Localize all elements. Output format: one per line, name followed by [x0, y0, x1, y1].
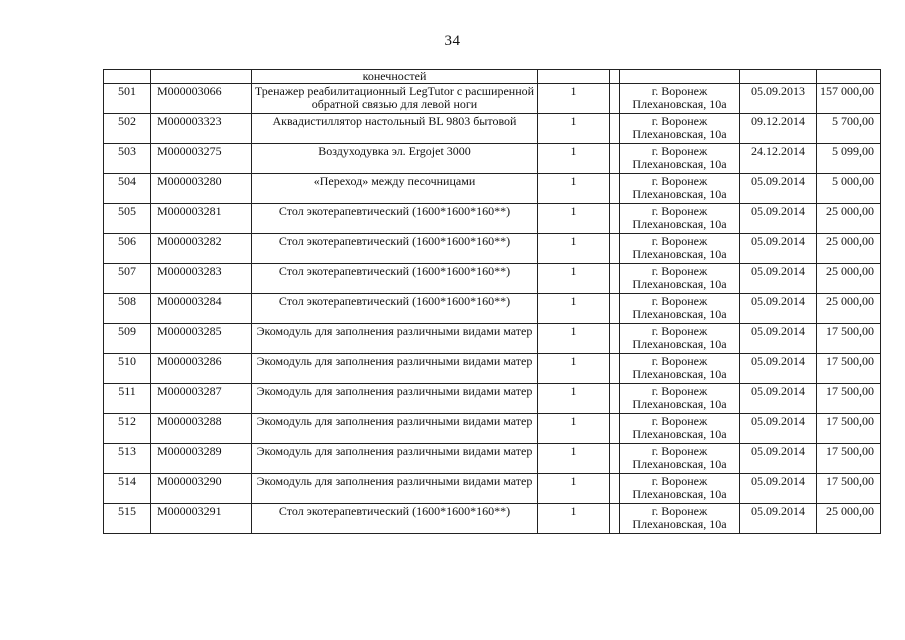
- cell-sum: 25 000,00: [817, 504, 881, 534]
- cell-date: 05.09.2014: [740, 414, 817, 444]
- cell-num: 501: [104, 84, 151, 114]
- cell-qty: 1: [538, 84, 610, 114]
- table-row: [104, 444, 881, 474]
- cell-code: М000003290: [151, 474, 252, 504]
- location-city: г. Воронеж: [651, 354, 708, 368]
- table-row: [104, 144, 881, 174]
- cell-blank: [610, 294, 620, 324]
- cell-sum: 17 500,00: [817, 384, 881, 414]
- location-city: г. Воронеж: [651, 474, 708, 488]
- location-city: г. Воронеж: [651, 444, 708, 458]
- location-city: г. Воронеж: [651, 504, 708, 518]
- cell-sum: 17 500,00: [817, 414, 881, 444]
- cell-qty: [538, 70, 610, 84]
- inventory-table: [103, 69, 881, 534]
- cell-num: 514: [104, 474, 151, 504]
- table-row: [104, 504, 881, 534]
- cell-qty: 1: [538, 324, 610, 354]
- cell-name: Аквадистиллятор настольный BL 9803 бытовой: [252, 114, 538, 144]
- cell-num: 507: [104, 264, 151, 294]
- cell-qty: 1: [538, 294, 610, 324]
- cell-num: 505: [104, 204, 151, 234]
- location-address: Плехановская, 10а: [632, 217, 727, 231]
- cell-date: 05.09.2014: [740, 264, 817, 294]
- cell-sum: 25 000,00: [817, 234, 881, 264]
- location-city: г. Воронеж: [651, 144, 708, 158]
- cell-location: [620, 144, 740, 174]
- cell-qty: 1: [538, 114, 610, 144]
- cell-name: Экомодуль для заполнения различными видами матер: [252, 444, 538, 474]
- cell-num: 509: [104, 324, 151, 354]
- cell-date: 05.09.2014: [740, 294, 817, 324]
- location-address: Плехановская, 10а: [632, 487, 727, 501]
- cell-num: 512: [104, 414, 151, 444]
- location-address: Плехановская, 10а: [632, 277, 727, 291]
- cell-qty: 1: [538, 264, 610, 294]
- cell-qty: 1: [538, 384, 610, 414]
- table-row: [104, 204, 881, 234]
- cell-qty: 1: [538, 474, 610, 504]
- cell-code: М000003281: [151, 204, 252, 234]
- table-row: [104, 234, 881, 264]
- cell-code: М000003283: [151, 264, 252, 294]
- cell-num: 508: [104, 294, 151, 324]
- cell-num: 515: [104, 504, 151, 534]
- cell-location: [620, 324, 740, 354]
- cell-code: М000003275: [151, 144, 252, 174]
- location-address: Плехановская, 10а: [632, 427, 727, 441]
- table-row: [104, 294, 881, 324]
- location-address: Плехановская, 10а: [632, 457, 727, 471]
- cell-num: [104, 70, 151, 84]
- cell-date: 05.09.2013: [740, 84, 817, 114]
- cell-blank: [610, 114, 620, 144]
- cell-blank: [610, 384, 620, 414]
- cell-num: 506: [104, 234, 151, 264]
- cell-name: «Переход» между песочницами: [252, 174, 538, 204]
- cell-num: 513: [104, 444, 151, 474]
- location-address: Плехановская, 10а: [632, 247, 727, 261]
- cell-location: [620, 294, 740, 324]
- cell-name: Тренажер реабилитационный LegTutor с расширенной обратной связью для левой ноги: [252, 84, 538, 114]
- cell-date: 05.09.2014: [740, 204, 817, 234]
- table-row: [104, 474, 881, 504]
- cell-name: конечностей: [252, 70, 538, 84]
- cell-name: Стол экотерапевтический (1600*1600*160**): [252, 234, 538, 264]
- cell-name: Стол экотерапевтический (1600*1600*160**): [252, 264, 538, 294]
- cell-location: [620, 384, 740, 414]
- cell-name: Экомодуль для заполнения различными видами матер: [252, 384, 538, 414]
- cell-date: 24.12.2014: [740, 144, 817, 174]
- location-address: Плехановская, 10а: [632, 127, 727, 141]
- location-address: Плехановская, 10а: [632, 157, 727, 171]
- cell-name: Стол экотерапевтический (1600*1600*160**): [252, 504, 538, 534]
- location-city: г. Воронеж: [651, 114, 708, 128]
- location-city: г. Воронеж: [651, 264, 708, 278]
- table-row: [104, 324, 881, 354]
- cell-name: Стол экотерапевтический (1600*1600*160**): [252, 294, 538, 324]
- location-city: г. Воронеж: [651, 204, 708, 218]
- cell-location: [620, 204, 740, 234]
- table-row: [104, 84, 881, 114]
- cell-location: [620, 174, 740, 204]
- cell-name: Экомодуль для заполнения различными видами матер: [252, 354, 538, 384]
- cell-name: Стол экотерапевтический (1600*1600*160**): [252, 204, 538, 234]
- cell-qty: 1: [538, 504, 610, 534]
- location-city: г. Воронеж: [651, 234, 708, 248]
- cell-date: 05.09.2014: [740, 174, 817, 204]
- cell-qty: 1: [538, 144, 610, 174]
- cell-blank: [610, 354, 620, 384]
- cell-date: 05.09.2014: [740, 324, 817, 354]
- cell-sum: 5 700,00: [817, 114, 881, 144]
- location-city: г. Воронеж: [651, 384, 708, 398]
- cell-code: М000003285: [151, 324, 252, 354]
- cell-num: 503: [104, 144, 151, 174]
- cell-sum: 157 000,00: [817, 84, 881, 114]
- location-address: Плехановская, 10а: [632, 367, 727, 381]
- cell-sum: 25 000,00: [817, 204, 881, 234]
- location-city: г. Воронеж: [651, 174, 708, 188]
- table-row: [104, 174, 881, 204]
- table-row: [104, 264, 881, 294]
- location-address: Плехановская, 10а: [632, 397, 727, 411]
- cell-code: М000003284: [151, 294, 252, 324]
- cell-blank: [610, 474, 620, 504]
- cell-date: 05.09.2014: [740, 234, 817, 264]
- cell-date: 05.09.2014: [740, 474, 817, 504]
- location-address: Плехановская, 10а: [632, 307, 727, 321]
- cell-blank: [610, 504, 620, 534]
- cell-sum: 25 000,00: [817, 264, 881, 294]
- cell-location: [620, 264, 740, 294]
- cell-location: [620, 354, 740, 384]
- cell-sum: 17 500,00: [817, 444, 881, 474]
- cell-code: М000003286: [151, 354, 252, 384]
- cell-qty: 1: [538, 174, 610, 204]
- table-row: [104, 414, 881, 444]
- cell-blank: [610, 444, 620, 474]
- cell-location: [620, 504, 740, 534]
- cell-date: 05.09.2014: [740, 504, 817, 534]
- cell-sum: 17 500,00: [817, 324, 881, 354]
- cell-blank: [610, 264, 620, 294]
- cell-location: [620, 84, 740, 114]
- cell-blank: [610, 174, 620, 204]
- cell-qty: 1: [538, 444, 610, 474]
- location-city: г. Воронеж: [651, 294, 708, 308]
- location-address: Плехановская, 10а: [632, 517, 727, 531]
- cell-name: Экомодуль для заполнения различными видами матер: [252, 474, 538, 504]
- cell-name: Экомодуль для заполнения различными видами матер: [252, 324, 538, 354]
- cell-sum: 5 000,00: [817, 174, 881, 204]
- cell-date: [740, 70, 817, 84]
- cell-blank: [610, 84, 620, 114]
- table-row: [104, 354, 881, 384]
- cell-date: 05.09.2014: [740, 354, 817, 384]
- cell-blank: [610, 414, 620, 444]
- location-address: Плехановская, 10а: [632, 337, 727, 351]
- continuation-row: [104, 70, 881, 84]
- cell-code: М000003323: [151, 114, 252, 144]
- cell-blank: [610, 204, 620, 234]
- cell-location: [620, 70, 740, 84]
- cell-code: М000003291: [151, 504, 252, 534]
- location-address: Плехановская, 10а: [632, 97, 727, 111]
- cell-name: Экомодуль для заполнения различными видами матер: [252, 414, 538, 444]
- cell-num: 504: [104, 174, 151, 204]
- cell-code: М000003287: [151, 384, 252, 414]
- cell-date: 05.09.2014: [740, 444, 817, 474]
- location-city: г. Воронеж: [651, 414, 708, 428]
- cell-location: [620, 114, 740, 144]
- cell-blank: [610, 324, 620, 354]
- cell-qty: 1: [538, 414, 610, 444]
- cell-qty: 1: [538, 234, 610, 264]
- cell-num: 511: [104, 384, 151, 414]
- cell-name: Воздуходувка эл. Ergojet 3000: [252, 144, 538, 174]
- page-number: 34: [444, 33, 461, 49]
- cell-code: М000003282: [151, 234, 252, 264]
- location-city: г. Воронеж: [651, 324, 708, 338]
- cell-code: М000003289: [151, 444, 252, 474]
- cell-location: [620, 234, 740, 264]
- cell-sum: 17 500,00: [817, 354, 881, 384]
- cell-blank: [610, 144, 620, 174]
- location-address: Плехановская, 10а: [632, 187, 727, 201]
- cell-qty: 1: [538, 204, 610, 234]
- cell-qty: 1: [538, 354, 610, 384]
- cell-sum: 25 000,00: [817, 294, 881, 324]
- cell-location: [620, 414, 740, 444]
- cell-code: [151, 70, 252, 84]
- cell-sum: [817, 70, 881, 84]
- cell-sum: 5 099,00: [817, 144, 881, 174]
- cell-num: 510: [104, 354, 151, 384]
- table-row: [104, 114, 881, 144]
- cell-code: М000003288: [151, 414, 252, 444]
- cell-sum: 17 500,00: [817, 474, 881, 504]
- cell-date: 09.12.2014: [740, 114, 817, 144]
- table-row: [104, 384, 881, 414]
- cell-blank: [610, 70, 620, 84]
- cell-location: [620, 444, 740, 474]
- cell-code: М000003280: [151, 174, 252, 204]
- cell-num: 502: [104, 114, 151, 144]
- cell-date: 05.09.2014: [740, 384, 817, 414]
- cell-blank: [610, 234, 620, 264]
- cell-code: М000003066: [151, 84, 252, 114]
- cell-location: [620, 474, 740, 504]
- location-city: г. Воронеж: [651, 84, 708, 98]
